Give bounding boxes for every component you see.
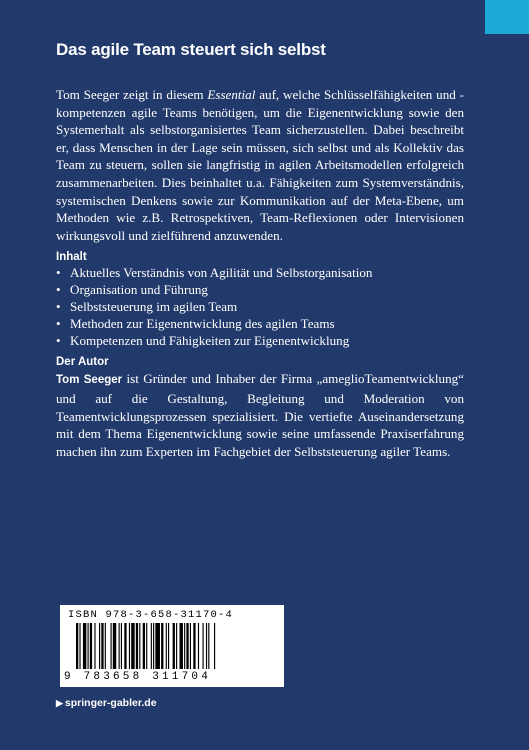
barcode-bar	[146, 623, 147, 669]
barcode-bar	[180, 623, 183, 669]
barcode-bar	[168, 623, 169, 669]
bullet-icon: •	[56, 298, 61, 314]
barcode-bar	[101, 623, 103, 669]
barcode-bar	[129, 623, 130, 669]
barcode-bar	[153, 623, 154, 669]
barcode-bar	[76, 623, 78, 669]
bullet-icon: •	[56, 265, 61, 281]
publisher-website[interactable]	[56, 697, 157, 709]
barcode-bar	[136, 623, 138, 669]
barcode-bar	[186, 623, 188, 669]
barcode-bar	[105, 623, 106, 669]
website-link[interactable]: springer-gabler.de	[64, 697, 157, 709]
bullet-icon: •	[56, 282, 61, 298]
barcode-bar	[79, 623, 80, 669]
barcode-bar	[83, 623, 86, 669]
barcode-bar	[121, 623, 122, 669]
author-name: Tom Seeger	[56, 374, 123, 387]
barcode-bar	[131, 623, 134, 669]
barcode-bar	[173, 623, 175, 669]
barcode-bar	[124, 623, 126, 669]
barcode-digits: 9 783658 311704	[64, 671, 212, 683]
barcode-bars	[74, 623, 274, 669]
isbn-label: ISBN 978-3-658-31170-4	[68, 609, 234, 621]
list-item: • Methoden zur Eigenentwicklung des agilen Teams	[56, 315, 335, 331]
barcode-bar	[143, 623, 145, 669]
barcode-bar	[161, 623, 163, 669]
author-heading: Der Autor	[56, 356, 109, 369]
list-item: • Selbststeuerung im agilen Team	[56, 298, 238, 314]
bullet-icon: •	[56, 315, 61, 331]
barcode-bar	[139, 623, 140, 669]
barcode-bar	[155, 623, 160, 669]
barcode-bar	[206, 623, 207, 669]
accent-strip	[485, 0, 529, 34]
barcode-bar	[113, 623, 116, 669]
barcode-bar	[90, 623, 92, 669]
barcode-bar	[193, 623, 195, 669]
barcode-bar	[119, 623, 120, 669]
contents-list	[56, 265, 464, 349]
bullet-icon: •	[56, 332, 61, 348]
barcode-bar	[208, 623, 209, 669]
barcode-bar	[184, 623, 185, 669]
list-item: • Kompetenzen und Fähigkeiten zur Eigenentwicklung	[56, 332, 350, 348]
barcode-bar	[214, 623, 215, 669]
contents-heading: Inhalt	[56, 251, 87, 264]
list-item: • Organisation und Führung	[56, 282, 208, 298]
barcode-bar	[111, 623, 112, 669]
barcode-bar	[176, 623, 177, 669]
author-bio-text: ist Gründer und Inhaber der Firma „ameglioTeamentwicklung“ und auf die Gestaltung, Begleitung und Moderation von Teamentwicklungsprozessen spezialisiert. Die vertiefte Auseinandersetzung mit dem Thema Eigenentwicklung sowie seine umfassende Praxiserfahrung machen ihn zum Experten im Fachgebiet der Selbststeuerung agiler Teams.	[56, 371, 464, 459]
barcode-bar	[203, 623, 204, 669]
back-cover-text	[56, 40, 464, 460]
barcode-bar	[99, 623, 100, 669]
barcode-bar	[88, 623, 89, 669]
arrow-right-icon: ▶	[56, 698, 63, 708]
barcode-bar	[151, 623, 152, 669]
intro-paragraph	[56, 86, 464, 244]
barcode-bar	[198, 623, 199, 669]
author-bio	[56, 370, 464, 460]
barcode-bar	[190, 623, 191, 669]
intro-text-part2: auf, welche Schlüsselfähigkeiten und -kompetenzen agile Teams benötigen, um die Eigenentwicklung sowie den Systemerhalt als selbstorganisiertes Team sicherzustellen. Dabei beschreibt er, dass Menschen in der Lage sein müssen, sich selbst und als Kollektiv das Team zu steuern, sollen sie langfristig in agilen Arbeitsmodellen erfolgreich zusammenarbeiten. Dies beinhaltet u.a. Fähigkeiten zum Systemverständnis, systemischen Denkens sowie zur Kommunikation auf der Meta-Ebene, um Methoden wie z.B. Retrospektiven, Team-Reflexionen oder Intervisionen wirkungsvoll und zielführend anzuwenden.	[56, 87, 464, 243]
barcode-bar	[94, 623, 95, 669]
intro-text-part1: Tom Seeger zeigt in diesem	[56, 87, 208, 102]
barcode-bar	[166, 623, 167, 669]
list-item: • Aktuelles Verständnis von Agilität und Selbstorganisation	[56, 265, 373, 281]
blurb-title: Das agile Team steuert sich selbst	[56, 40, 326, 59]
isbn-barcode	[60, 605, 284, 687]
intro-text-italic: Essential	[207, 87, 256, 102]
